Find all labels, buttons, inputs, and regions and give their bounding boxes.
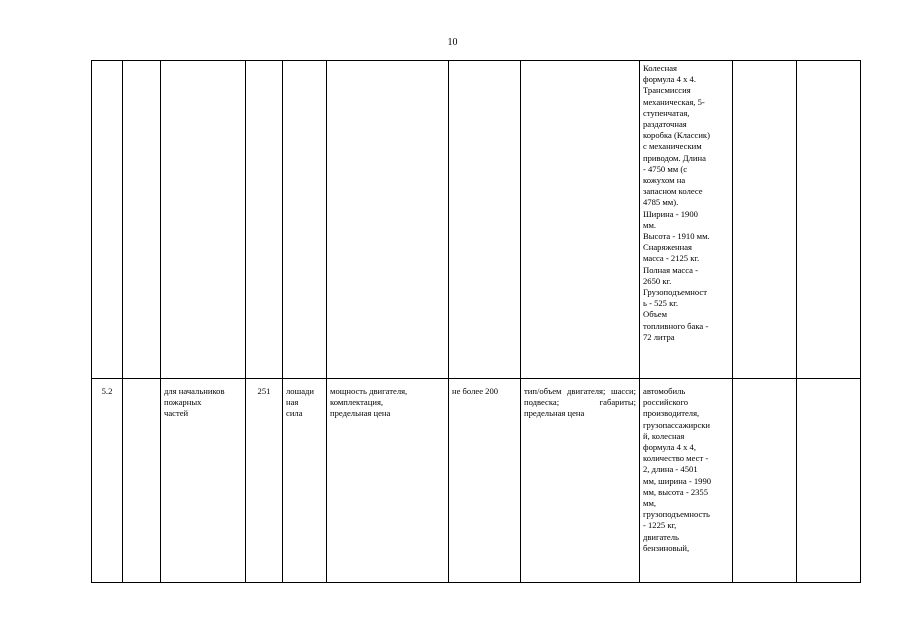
cell-unit-code xyxy=(246,61,283,379)
cell-unit-name xyxy=(283,61,327,379)
table-row xyxy=(92,379,861,583)
cell-code xyxy=(123,379,161,583)
cell-value: не более 200 xyxy=(449,379,521,583)
cell-description: Колесная формула 4 х 4. Трансмиссия механическая, 5- ступенчатая, раздаточная коробка (Классик) с механическим приводом. Длина - 4750 мм (с кожухом на запасном колесе 4785 мм). Ширина - 1900 мм. Высота - 1910 мм. Снаряженная масса - 2125 кг. Полная масса - 2650 кг. Грузоподъемност ь - 525 кг. Объем топливного бака - 72 литра xyxy=(640,61,733,379)
cell-extra-1 xyxy=(733,61,797,379)
cell-extra-2 xyxy=(797,379,861,583)
cell-category: для начальников пожарных частей xyxy=(161,379,246,583)
cell-extra-2 xyxy=(797,61,861,379)
cell-description: автомобиль российского производителя, грузопассажирски й, колесная формула 4 х 4, количество мест - 2, длина - 4501 мм, ширина - 1990 мм, высота - 2355 мм, грузоподъемность - 1225 кг, двигатель бензиновый, xyxy=(640,379,733,583)
cell-characteristic xyxy=(327,61,449,379)
page-number: 10 xyxy=(447,37,458,48)
cell-characteristic: мощность двигателя, комплектация, предельная цена xyxy=(327,379,449,583)
cell-number: 5.2 xyxy=(92,379,123,583)
table-row xyxy=(92,61,861,379)
cell-characteristic-2 xyxy=(521,61,640,379)
cell-unit-name: лошади ная сила xyxy=(283,379,327,583)
cell-code xyxy=(123,61,161,379)
cell-unit-code: 251 xyxy=(246,379,283,583)
cell-extra-1 xyxy=(733,379,797,583)
cell-number xyxy=(92,61,123,379)
cell-value xyxy=(449,61,521,379)
cell-category xyxy=(161,61,246,379)
cell-characteristic-2: тип/объем двигателя; шасси; подвеска; габариты; предельная цена xyxy=(521,379,640,583)
specification-table xyxy=(91,60,861,583)
